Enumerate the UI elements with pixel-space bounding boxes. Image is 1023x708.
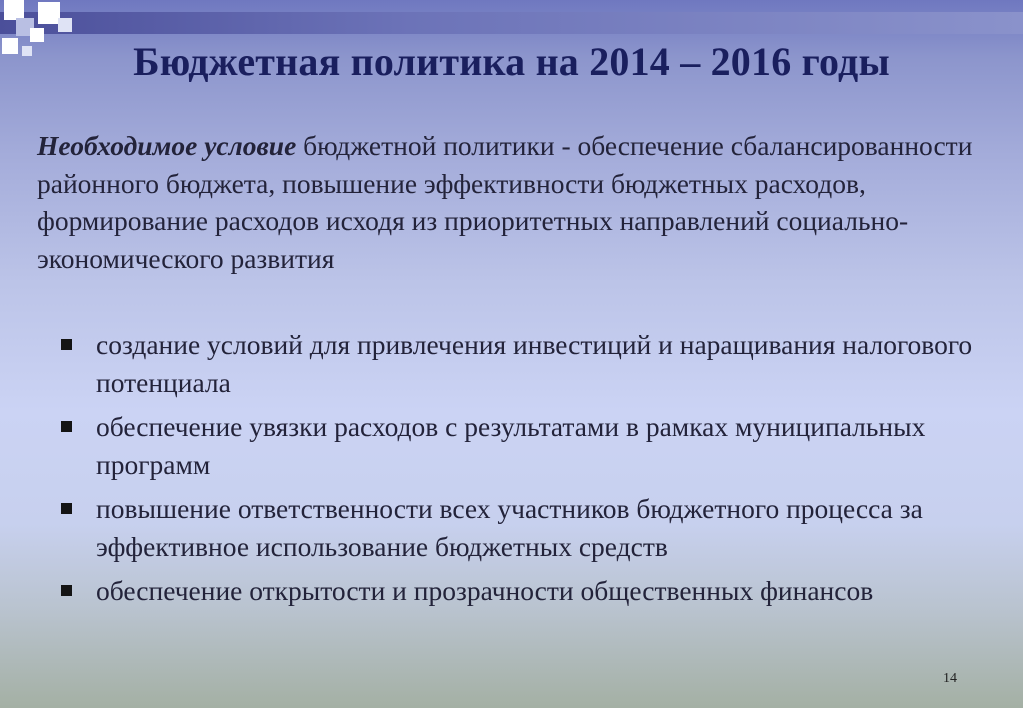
square-bullet-icon bbox=[61, 503, 72, 514]
intro-text: бюджетной политики - обеспечение сбалансированности районного бюджета, повышение эффективности бюджетных расходов, формирование расходов исходя из приоритетных направлений социально-экономического развития bbox=[37, 130, 973, 274]
intro-paragraph bbox=[37, 127, 1012, 277]
square-bullet-icon bbox=[61, 585, 72, 596]
bullet-text: создание условий для привлечения инвестиций и наращивания налогового потенциала bbox=[96, 329, 973, 398]
bullet-item bbox=[57, 326, 977, 402]
decor-square bbox=[38, 2, 60, 24]
header-band bbox=[0, 12, 1023, 34]
intro-emphasis: Необходимое условие bbox=[37, 130, 297, 161]
bullet-text: повышение ответственности всех участников бюджетного процесса за эффективное использование бюджетных средств bbox=[96, 493, 923, 562]
square-bullet-icon bbox=[61, 339, 72, 350]
page-number: 14 bbox=[943, 671, 957, 686]
bullet-text: обеспечение увязки расходов с результатами в рамках муниципальных программ bbox=[96, 411, 926, 480]
bullet-text: обеспечение открытости и прозрачности общественных финансов bbox=[96, 575, 874, 606]
bullet-list bbox=[57, 326, 977, 616]
bullet-item bbox=[57, 490, 977, 566]
decor-square bbox=[4, 0, 24, 20]
slide-title: Бюджетная политика на 2014 – 2016 годы bbox=[133, 39, 890, 84]
bullet-item bbox=[57, 408, 977, 484]
decor-square bbox=[58, 18, 72, 32]
bullet-item bbox=[57, 572, 977, 610]
square-bullet-icon bbox=[61, 421, 72, 432]
